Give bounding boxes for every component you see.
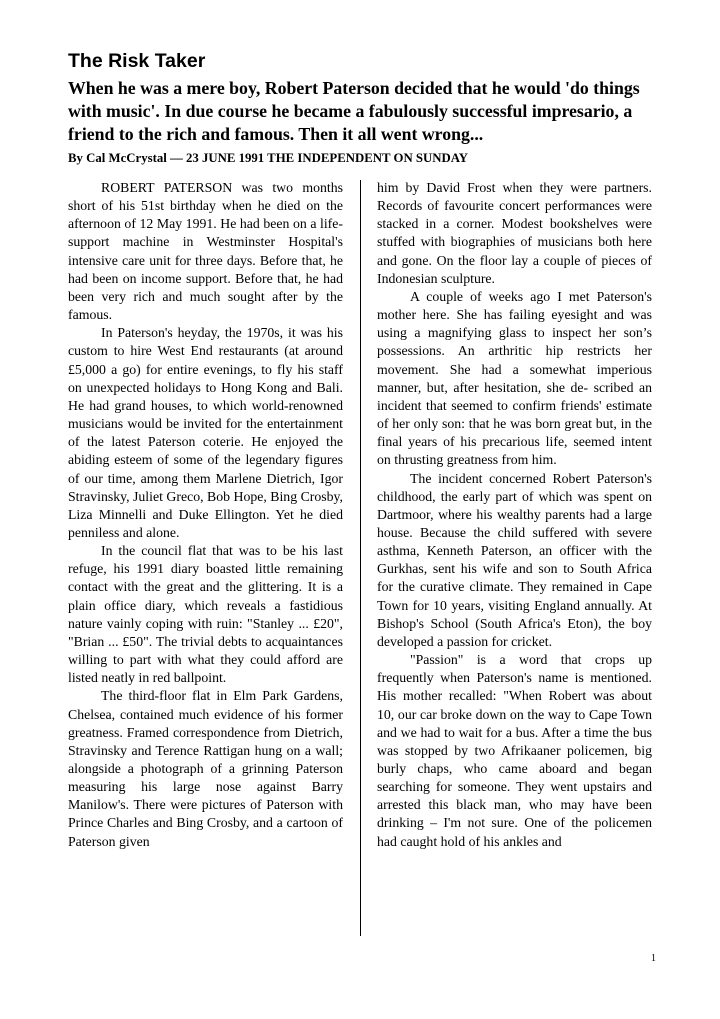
article-title: The Risk Taker [68, 50, 206, 72]
article-standfirst: When he was a mere boy, Robert Paterson decided that he would 'do things with music'. In due course he became a fabulously successful impresario, a friend to the rich and famous. Then it all went wrong... [68, 78, 640, 144]
right-paragraph-3: "Passion" is a word that crops up frequently when Paterson's name is mentioned. His mother recalled: "When Robert was about 10, our car broke down on the way to Cape Town and we had to wait for a bus. After a time the bus was stopped by two Afrikaaner policemen, big burly chaps, who came aboard and began searching for someone. They went upstairs and arrested this black man, who may have been drinking – I'm not sure. One of the policemen had caught hold of his ankles and [377, 652, 652, 849]
right-paragraph-continuation: him by David Frost when they were partners. Records of favourite concert performances were stacked in a corner. Modest bookshelves were stuffed with biographies of musicians both here and gone. On the floor lay a couple of pieces of Indonesian sculpture. [377, 180, 652, 286]
right-column [377, 179, 652, 851]
left-column [68, 179, 343, 851]
page-number: 1 [651, 953, 656, 964]
left-paragraph-2: In Paterson's heyday, the 1970s, it was his custom to hire West End restaurants (at around £5,000 a go) for entire evenings, to fly his staff on unexpected holidays to Hong Kong and Bali. He had grand houses, to which world-renowned musicians would be invited for the entertainment of the latest Paterson coterie. He enjoyed the abiding esteem of some of the legendary figures of our time, among them Marlene Dietrich, Igor Stravinsky, Juliet Greco, Bob Hope, Bing Crosby, Liza Minnelli and Duke Ellington. Yet he died penniless and alone. [68, 325, 343, 540]
left-paragraph-1: ROBERT PATERSON was two months short of his 51st birthday when he died on the afternoon of 12 May 1991. He had been on a life-support machine in Westminster Hospital's intensive care unit for three days. Before that, he had been on income support. Before that, he had been very rich and much sought after by the famous. [68, 180, 343, 323]
right-paragraph-2: The incident concerned Robert Paterson's childhood, the early part of which was spent on Dartmoor, where his wealthy parents had a large house. Because the child suffered with severe asthma, Kenneth Paterson, an officer with the Gurkhas, sent his wife and son to South Africa for the curative climate. They remained in Cape Town for 10 years, visiting England annually. At Bishop's School (South Africa's Eton), the boy developed a passion for cricket. [377, 470, 652, 649]
column-divider [360, 180, 361, 936]
article-byline: By Cal McCrystal — 23 JUNE 1991 THE INDEPENDENT ON SUNDAY [68, 151, 469, 165]
right-paragraph-1: A couple of weeks ago I met Paterson's mother here. She has failing eyesight and was using a magnifying glass to inspect her son’s possessions. An arthritic hip restricts her movement. She had a somewhat imperious manner, but, after hesitation, she de- scribed an incident that seemed to confirm friends' estimate of her only son: that he was born great but, in the final years of his precarious life, seemed intent on thrusting greatness from him. [377, 288, 652, 468]
left-paragraph-3: In the council flat that was to be his last refuge, his 1991 diary boasted little remaining contact with the great and the glittering. It is a plain office diary, which reveals a fastidious nature vainly coping with ruin: "Stanley ... £20", "Brian ... £50". The trivial debts to acquaintances willing to part with what they could afford are listed neatly in red ballpoint. [68, 543, 343, 686]
left-paragraph-4: The third-floor flat in Elm Park Gardens, Chelsea, contained much evidence of his former greatness. Framed correspondence from Dietrich, Stravinsky and Terence Rattigan hung on a wall; alongside a photograph of a grinning Paterson measuring his large nose against Barry Manilow's. There were pictures of Paterson with Prince Charles and Bing Crosby, and a cartoon of Paterson given [68, 688, 343, 849]
